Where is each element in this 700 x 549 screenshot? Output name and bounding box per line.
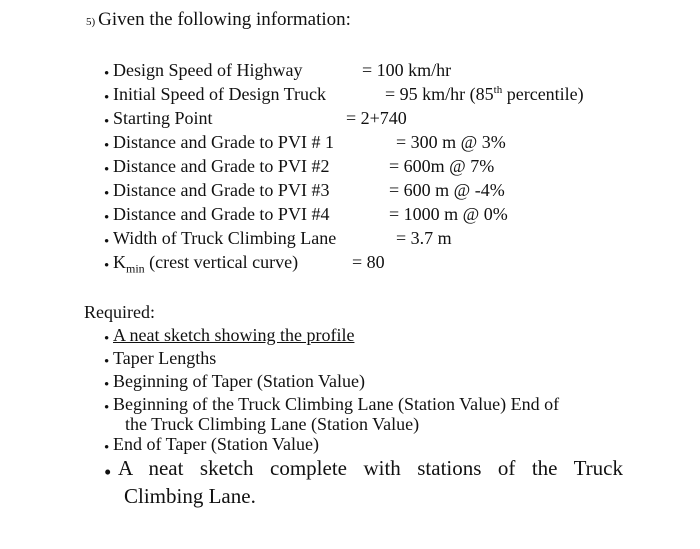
bullet: • bbox=[104, 210, 110, 226]
given-value: = 100 km/hr bbox=[362, 60, 452, 80]
required-text: Beginning of Taper (Station Value) bbox=[113, 371, 366, 391]
bullet: • bbox=[104, 377, 110, 393]
bullet: • bbox=[104, 66, 110, 82]
given-value: = 1000 m @ 0% bbox=[389, 204, 508, 224]
given-label: Starting Point bbox=[113, 108, 213, 128]
bullet: • bbox=[104, 114, 110, 130]
bullet: • bbox=[104, 162, 110, 178]
bullet: • bbox=[104, 258, 110, 274]
given-value: = 2+740 bbox=[346, 108, 407, 128]
problem-number: 5) bbox=[86, 16, 96, 28]
given-value: = 600 m @ -4% bbox=[389, 180, 505, 200]
bullet: • bbox=[104, 460, 112, 484]
problem-heading bbox=[86, 9, 351, 31]
bullet: • bbox=[104, 331, 110, 347]
given-value: = 300 m @ 3% bbox=[396, 132, 506, 152]
required-title: Required: bbox=[84, 302, 155, 322]
given-label: Distance and Grade to PVI #3 bbox=[113, 180, 330, 200]
required-text-line1: A neat sketch complete with stations of the Truck bbox=[118, 456, 623, 480]
heading-text: Given the following information: bbox=[98, 9, 351, 30]
given-value: = 95 km/hr (85th percentile) bbox=[385, 84, 584, 104]
given-label: Design Speed of Highway bbox=[113, 60, 303, 80]
given-label: $K_{min}$ (crest vertical curve) bbox=[113, 252, 299, 276]
required-text: A neat sketch showing the profile bbox=[113, 325, 355, 345]
given-label: Initial Speed of Design Truck bbox=[113, 84, 326, 104]
given-value: = 80 bbox=[352, 252, 385, 272]
bullet: • bbox=[104, 354, 110, 370]
bullet: • bbox=[104, 400, 110, 416]
required-text-line2: Climbing Lane. bbox=[124, 484, 256, 508]
bullet: • bbox=[104, 440, 110, 456]
given-value: = 3.7 m bbox=[396, 228, 452, 248]
bullet: • bbox=[104, 90, 110, 106]
bullet: • bbox=[104, 138, 110, 154]
given-label: Width of Truck Climbing Lane bbox=[113, 228, 337, 248]
required-text: End of Taper (Station Value) bbox=[113, 434, 320, 454]
required-text-line1: Beginning of the Truck Climbing Lane (Station Value) End of bbox=[113, 394, 560, 414]
bullet: • bbox=[104, 234, 110, 250]
given-value: = 600m @ 7% bbox=[389, 156, 495, 176]
bullet: • bbox=[104, 186, 110, 202]
given-label: Distance and Grade to PVI # 1 bbox=[113, 132, 334, 152]
required-text: Taper Lengths bbox=[113, 348, 217, 368]
required-text-line2: the Truck Climbing Lane (Station Value) bbox=[125, 414, 420, 434]
given-label: Distance and Grade to PVI #2 bbox=[113, 156, 330, 176]
given-label: Distance and Grade to PVI #4 bbox=[113, 204, 330, 224]
